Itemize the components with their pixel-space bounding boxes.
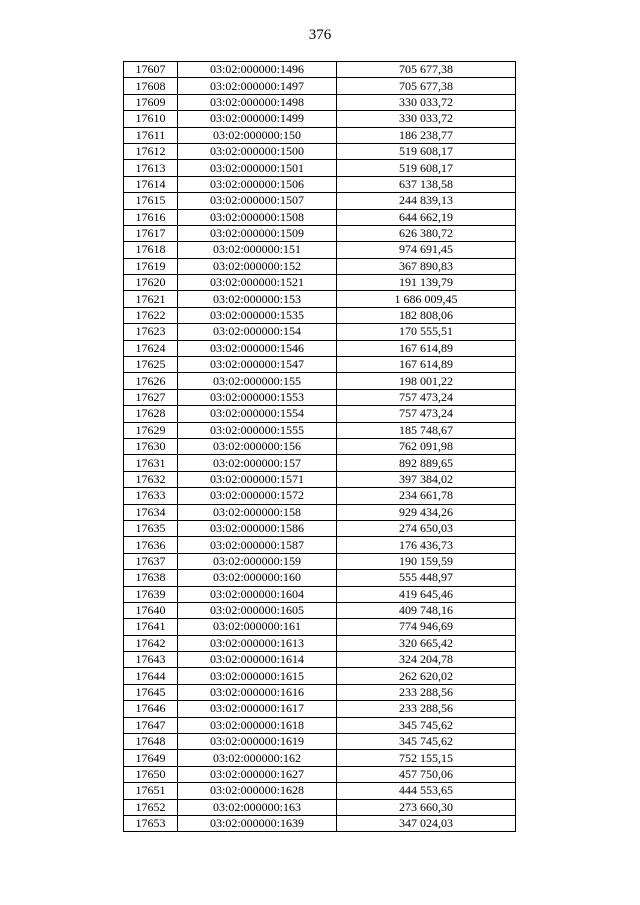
cadastral-value-cell: 186 238,77: [337, 127, 516, 143]
table-row: [124, 652, 516, 668]
cadastral-number-cell: 03:02:000000:150: [178, 127, 337, 143]
table-row: [124, 275, 516, 291]
row-number-cell: 17648: [124, 734, 178, 750]
row-number-cell: 17630: [124, 438, 178, 454]
row-number-cell: 17607: [124, 62, 178, 78]
row-number-cell: 17633: [124, 488, 178, 504]
row-number-cell: 17625: [124, 357, 178, 373]
row-number-cell: 17621: [124, 291, 178, 307]
cadastral-value-cell: 419 645,46: [337, 586, 516, 602]
table-row: [124, 62, 516, 78]
row-number-cell: 17608: [124, 78, 178, 94]
cadastral-value-cell: 176 436,73: [337, 537, 516, 553]
table-row: [124, 111, 516, 127]
row-number-cell: 17611: [124, 127, 178, 143]
table-row: [124, 438, 516, 454]
cadastral-number-cell: 03:02:000000:1587: [178, 537, 337, 553]
table-row: [124, 127, 516, 143]
cadastral-number-cell: 03:02:000000:1572: [178, 488, 337, 504]
cadastral-number-cell: 03:02:000000:156: [178, 438, 337, 454]
cadastral-number-cell: 03:02:000000:1499: [178, 111, 337, 127]
table-row: [124, 160, 516, 176]
table-row: [124, 783, 516, 799]
cadastral-value-cell: 330 033,72: [337, 94, 516, 110]
table-row: [124, 537, 516, 553]
cadastral-value-cell: 167 614,89: [337, 357, 516, 373]
table-row: [124, 373, 516, 389]
cadastral-value-cell: 274 650,03: [337, 520, 516, 536]
table-row: [124, 242, 516, 258]
cadastral-value-cell: 929 434,26: [337, 504, 516, 520]
row-number-cell: 17637: [124, 553, 178, 569]
table-row: [124, 668, 516, 684]
cadastral-value-cell: 752 155,15: [337, 750, 516, 766]
cadastral-number-cell: 03:02:000000:1586: [178, 520, 337, 536]
cadastral-value-cell: 182 808,06: [337, 307, 516, 323]
cadastral-value-cell: 757 473,24: [337, 406, 516, 422]
table-row: [124, 225, 516, 241]
table-row: [124, 799, 516, 815]
row-number-cell: 17619: [124, 258, 178, 274]
cadastral-number-cell: 03:02:000000:1501: [178, 160, 337, 176]
table-row: [124, 422, 516, 438]
cadastral-number-cell: 03:02:000000:1618: [178, 717, 337, 733]
cadastral-number-cell: 03:02:000000:160: [178, 570, 337, 586]
table-row: [124, 635, 516, 651]
row-number-cell: 17628: [124, 406, 178, 422]
cadastral-value-cell: 234 661,78: [337, 488, 516, 504]
row-number-cell: 17614: [124, 176, 178, 192]
table-row: [124, 701, 516, 717]
cadastral-number-cell: 03:02:000000:1553: [178, 389, 337, 405]
cadastral-value-cell: 330 033,72: [337, 111, 516, 127]
row-number-cell: 17636: [124, 537, 178, 553]
table-row: [124, 357, 516, 373]
cadastral-number-cell: 03:02:000000:1547: [178, 357, 337, 373]
table-row: [124, 209, 516, 225]
cadastral-value-cell: 367 890,83: [337, 258, 516, 274]
cadastral-number-cell: 03:02:000000:1500: [178, 143, 337, 159]
table-row: [124, 570, 516, 586]
cadastral-value-cell: 233 288,56: [337, 701, 516, 717]
row-number-cell: 17629: [124, 422, 178, 438]
row-number-cell: 17631: [124, 455, 178, 471]
cadastral-number-cell: 03:02:000000:1521: [178, 275, 337, 291]
row-number-cell: 17609: [124, 94, 178, 110]
cadastral-number-cell: 03:02:000000:1535: [178, 307, 337, 323]
row-number-cell: 17640: [124, 602, 178, 618]
cadastral-value-cell: 519 608,17: [337, 143, 516, 159]
cadastral-value-cell: 757 473,24: [337, 389, 516, 405]
table-row: [124, 602, 516, 618]
table-row: [124, 750, 516, 766]
cadastral-number-cell: 03:02:000000:1628: [178, 783, 337, 799]
cadastral-number-cell: 03:02:000000:153: [178, 291, 337, 307]
cadastral-value-cell: 457 750,06: [337, 766, 516, 782]
cadastral-value-cell: 626 380,72: [337, 225, 516, 241]
table-row: [124, 766, 516, 782]
table-row: [124, 734, 516, 750]
row-number-cell: 17623: [124, 324, 178, 340]
row-number-cell: 17622: [124, 307, 178, 323]
row-number-cell: 17651: [124, 783, 178, 799]
row-number-cell: 17645: [124, 684, 178, 700]
row-number-cell: 17634: [124, 504, 178, 520]
cadastral-number-cell: 03:02:000000:1554: [178, 406, 337, 422]
cadastral-value-cell: 644 662,19: [337, 209, 516, 225]
row-number-cell: 17652: [124, 799, 178, 815]
cadastral-value-cell: 170 555,51: [337, 324, 516, 340]
cadastral-number-cell: 03:02:000000:1498: [178, 94, 337, 110]
cadastral-value-cell: 185 748,67: [337, 422, 516, 438]
cadastral-value-cell: 974 691,45: [337, 242, 516, 258]
cadastral-number-cell: 03:02:000000:1506: [178, 176, 337, 192]
cadastral-value-cell: 262 620,02: [337, 668, 516, 684]
cadastral-value-cell: 273 660,30: [337, 799, 516, 815]
cadastral-number-cell: 03:02:000000:163: [178, 799, 337, 815]
row-number-cell: 17649: [124, 750, 178, 766]
cadastral-number-cell: 03:02:000000:1509: [178, 225, 337, 241]
cadastral-number-cell: 03:02:000000:159: [178, 553, 337, 569]
cadastral-number-cell: 03:02:000000:1507: [178, 193, 337, 209]
row-number-cell: 17638: [124, 570, 178, 586]
cadastral-value-cell: 637 138,58: [337, 176, 516, 192]
cadastral-number-cell: 03:02:000000:1496: [178, 62, 337, 78]
row-number-cell: 17632: [124, 471, 178, 487]
row-number-cell: 17610: [124, 111, 178, 127]
table-row: [124, 258, 516, 274]
cadastral-value-cell: 762 091,98: [337, 438, 516, 454]
row-number-cell: 17624: [124, 340, 178, 356]
table-row: [124, 389, 516, 405]
cadastral-number-cell: 03:02:000000:1571: [178, 471, 337, 487]
cadastral-value-cell: 347 024,03: [337, 815, 516, 831]
cadastral-value-cell: 191 139,79: [337, 275, 516, 291]
row-number-cell: 17642: [124, 635, 178, 651]
table-row: [124, 291, 516, 307]
cadastral-number-cell: 03:02:000000:158: [178, 504, 337, 520]
table-row: [124, 586, 516, 602]
row-number-cell: 17643: [124, 652, 178, 668]
cadastral-value-cell: 345 745,62: [337, 717, 516, 733]
row-number-cell: 17620: [124, 275, 178, 291]
table-row: [124, 406, 516, 422]
row-number-cell: 17641: [124, 619, 178, 635]
table-row: [124, 176, 516, 192]
cadastral-value-cell: 444 553,65: [337, 783, 516, 799]
row-number-cell: 17647: [124, 717, 178, 733]
cadastral-value-cell: 705 677,38: [337, 78, 516, 94]
cadastral-number-cell: 03:02:000000:1605: [178, 602, 337, 618]
table-row: [124, 307, 516, 323]
table-row: [124, 520, 516, 536]
row-number-cell: 17617: [124, 225, 178, 241]
cadastral-value-cell: 167 614,89: [337, 340, 516, 356]
cadastral-value-cell: 324 204,78: [337, 652, 516, 668]
row-number-cell: 17613: [124, 160, 178, 176]
table-row: [124, 619, 516, 635]
table-row: [124, 193, 516, 209]
table-row: [124, 143, 516, 159]
row-number-cell: 17650: [124, 766, 178, 782]
cadastral-value-cell: 190 159,59: [337, 553, 516, 569]
cadastral-number-cell: 03:02:000000:1604: [178, 586, 337, 602]
table-row: [124, 455, 516, 471]
cadastral-value-cell: 555 448,97: [337, 570, 516, 586]
cadastral-value-cell: 705 677,38: [337, 62, 516, 78]
cadastral-number-cell: 03:02:000000:151: [178, 242, 337, 258]
table-row: [124, 340, 516, 356]
row-number-cell: 17635: [124, 520, 178, 536]
cadastral-number-cell: 03:02:000000:1497: [178, 78, 337, 94]
cadastral-number-cell: 03:02:000000:1614: [178, 652, 337, 668]
row-number-cell: 17618: [124, 242, 178, 258]
table-body: [124, 62, 516, 832]
table-row: [124, 717, 516, 733]
cadastral-value-cell: 892 889,65: [337, 455, 516, 471]
cadastral-number-cell: 03:02:000000:1617: [178, 701, 337, 717]
cadastral-number-cell: 03:02:000000:1627: [178, 766, 337, 782]
cadastral-number-cell: 03:02:000000:152: [178, 258, 337, 274]
table-row: [124, 684, 516, 700]
cadastral-number-cell: 03:02:000000:161: [178, 619, 337, 635]
row-number-cell: 17644: [124, 668, 178, 684]
cadastral-number-cell: 03:02:000000:1616: [178, 684, 337, 700]
cadastral-number-cell: 03:02:000000:154: [178, 324, 337, 340]
cadastral-value-cell: 244 839,13: [337, 193, 516, 209]
row-number-cell: 17646: [124, 701, 178, 717]
cadastral-number-cell: 03:02:000000:1615: [178, 668, 337, 684]
table-row: [124, 815, 516, 831]
cadastral-value-cell: 397 384,02: [337, 471, 516, 487]
table-row: [124, 488, 516, 504]
page-number: 376: [308, 27, 332, 43]
cadastral-value-cell: 409 748,16: [337, 602, 516, 618]
table-row: [124, 553, 516, 569]
cadastral-value-cell: 198 001,22: [337, 373, 516, 389]
table-row: [124, 324, 516, 340]
cadastral-number-cell: 03:02:000000:1546: [178, 340, 337, 356]
row-number-cell: 17639: [124, 586, 178, 602]
row-number-cell: 17616: [124, 209, 178, 225]
cadastral-number-cell: 03:02:000000:1619: [178, 734, 337, 750]
table-row: [124, 78, 516, 94]
table-row: [124, 94, 516, 110]
cadastral-value-cell: 774 946,69: [337, 619, 516, 635]
cadastral-value-cell: 1 686 009,45: [337, 291, 516, 307]
cadastral-number-cell: 03:02:000000:1613: [178, 635, 337, 651]
cadastral-value-cell: 345 745,62: [337, 734, 516, 750]
table-row: [124, 504, 516, 520]
cadastral-number-cell: 03:02:000000:157: [178, 455, 337, 471]
row-number-cell: 17612: [124, 143, 178, 159]
table-row: [124, 471, 516, 487]
cadastral-number-cell: 03:02:000000:1508: [178, 209, 337, 225]
row-number-cell: 17627: [124, 389, 178, 405]
cadastral-number-cell: 03:02:000000:155: [178, 373, 337, 389]
cadastral-value-cell: 320 665,42: [337, 635, 516, 651]
cadastral-value-cell: 519 608,17: [337, 160, 516, 176]
cadastral-number-cell: 03:02:000000:1639: [178, 815, 337, 831]
cadastral-value-table: [123, 61, 516, 832]
cadastral-number-cell: 03:02:000000:1555: [178, 422, 337, 438]
cadastral-number-cell: 03:02:000000:162: [178, 750, 337, 766]
row-number-cell: 17615: [124, 193, 178, 209]
row-number-cell: 17626: [124, 373, 178, 389]
row-number-cell: 17653: [124, 815, 178, 831]
cadastral-value-cell: 233 288,56: [337, 684, 516, 700]
